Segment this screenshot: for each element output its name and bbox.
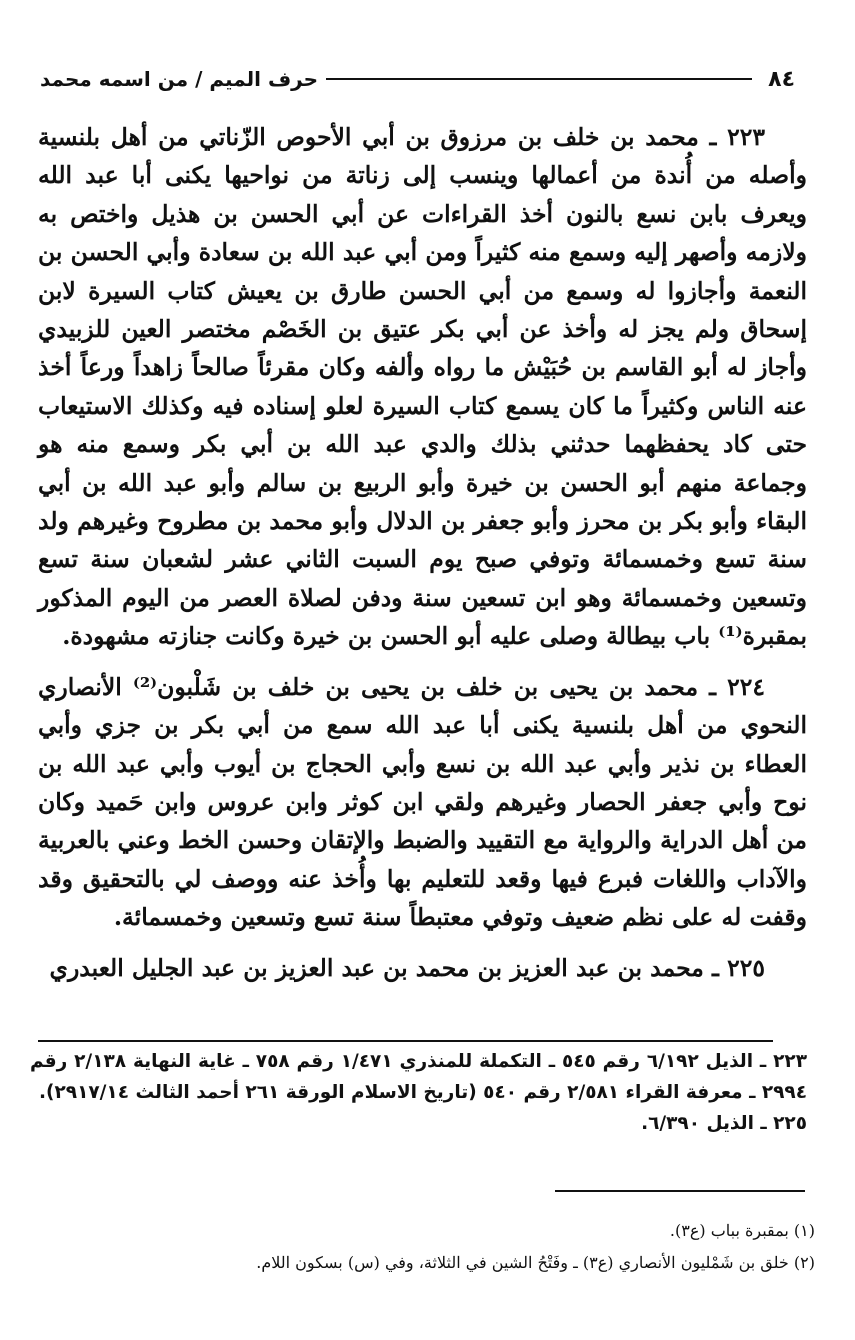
sources-block bbox=[30, 1046, 807, 1139]
running-title: حرف الميم / من اسمه محمد bbox=[40, 67, 319, 91]
page-number: ٨٤ bbox=[768, 66, 795, 92]
entry-223: ٢٢٣ ـ محمد بن خلف بن مرزوق بن أبي الأحوص الزّناتي من أهل بلنسية وأصله من أُندة من أعمالها وينسب إلى زناتة من نواحيها يكنى أبا عبد الله ويعرف بابن نسع بالنون أخذ القراءات عن أبي الحسن بن هذيل واختص به ولازمه وأصهر إليه وسمع منه كثيراً ومن أبي عبد الله بن سعادة وأبي الحسن بن النعمة وأجازوا له وسمع من أبي الحسن طارق بن يعيش كتاب السيرة لابن إسحاق ولم يجز له وأخذ عن أبي بكر عتيق بن الخَصْم مختصر العين للزبيدي وأجاز له أبو القاسم بن حُبَيْش ما رواه وألفه وكان مقرئاً صالحاً زاهداً ورعاً أخذ عنه الناس وكثيراً ما كان يسمع كتاب السيرة لعلو إسناده فيه وكذلك الاستيعاب حتى كاد يحفظهما حدثني بذلك والدي عبد الله بن أبي بكر وسمع منه هو وجماعة منهم أبو الحسن بن خيرة وأبو الربيع بن سالم وأبو عبد الله بن أبي البقاء وأبو بكر بن محرز وأبو جعفر بن الدلال وأبو محمد بن مطروح وغيرهم ولد سنة تسع وخمسمائة وتوفي صبح يوم السبت الثاني عشر لشعبان سنة تسع وتسعين وخمسمائة وهو ابن تسعين سنة ودفن لصلاة العصر من اليوم المذكور بمقبرة⁽¹⁾ باب بيطالة وصلى عليه أبو الحسن بن خيرة وكانت جنازته مشهودة. bbox=[38, 123, 807, 651]
footnotes bbox=[40, 1215, 815, 1279]
sources-separator-bottom bbox=[555, 1190, 805, 1192]
running-header bbox=[40, 62, 795, 96]
biography-body bbox=[38, 118, 807, 987]
footnote-1: (١) بمقبرة بباب (ع٣). bbox=[669, 1221, 815, 1240]
entry-224: ٢٢٤ ـ محمد بن يحيى بن خلف بن يحيى بن خلف بن شَلْبون⁽²⁾ الأنصاري النحوي من أهل بلنسية يكنى أبا عبد الله سمع من أبي بكر بن جزي وأبي العطاء بن نذير وأبي عبد الله بن نسع وأبي الحجاج بن أيوب وأبي عبد الله بن نوح وأبي جعفر الحصار وغيرهم ولقي ابن كوثر وابن عروس وابن حَميد وكان من أهل الدراية والرواية مع التقييد والضبط والإتقان وحسن الخط وعني بالعربية والآداب واللغات فبرع فيها وقعد للتعليم بها وأُخذ عنه ووصف لي بالتحقيق وقد وقفت له على نظم ضعيف وتوفي معتبطاً سنة تسع وتسعين وخمسمائة. bbox=[38, 672, 807, 932]
source-223: ٢٢٣ ـ الذيل ٦/١٩٢ رقم ٥٤٥ ـ التكملة للمنذري ١/٤٧١ رقم ٧٥٨ ـ غاية النهاية ٢/١٣٨ رقم ٢٩٩٤ ـ معرفة القراء ٢/٥٨١ رقم ٥٤٠ (تاريخ الاسلام الورقة ٢٦١ أحمد الثالث ٢٩١٧/١٤). bbox=[30, 1051, 807, 1103]
header-rule bbox=[326, 78, 752, 80]
entry-225: ٢٢٥ ـ محمد بن عبد العزيز بن محمد بن عبد العزيز بن عبد الجليل العبدري bbox=[49, 953, 765, 982]
footnote-2: (٢) خلق بن شَمْليون الأنصاري (ع٣) ـ وفَتْحُ الشين في الثلاثة، وفي (س) بسكون اللام. bbox=[256, 1253, 815, 1272]
source-225: ٢٢٥ ـ الذيل ٦/٣٩٠. bbox=[641, 1113, 807, 1134]
sources-separator-top bbox=[38, 1040, 773, 1042]
